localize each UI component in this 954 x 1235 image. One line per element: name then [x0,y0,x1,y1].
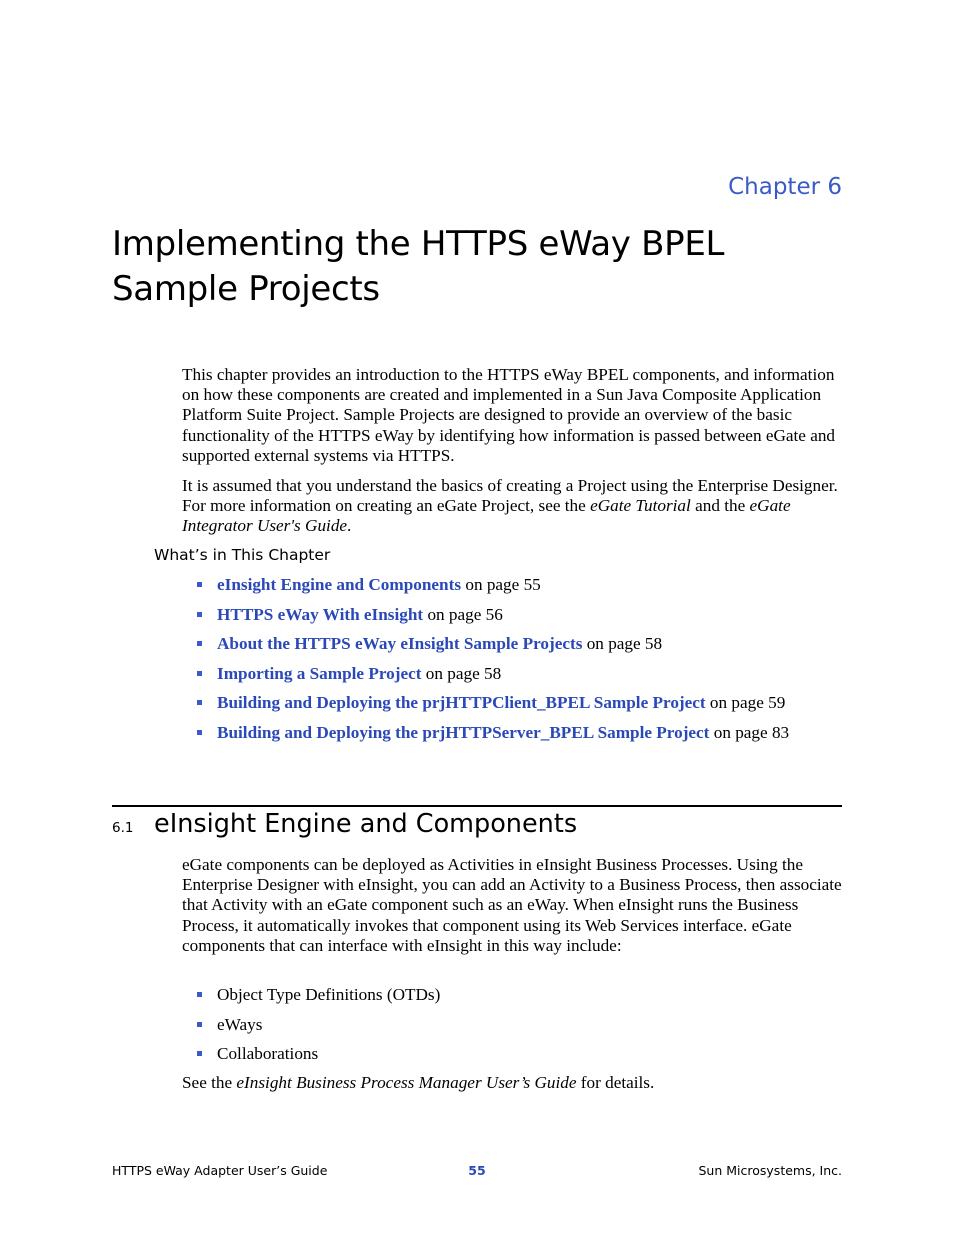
toc-item: Building and Deploying the prjHTTPServer_BPEL Sample Project on page 83 [196,723,789,743]
section-title: eInsight Engine and Components [154,809,578,839]
component-list [196,985,440,1074]
footer-company: Sun Microsystems, Inc. [698,1163,842,1178]
chapter-title: Implementing the HTTPS eWay BPEL Sample Projects [112,224,725,309]
toc-link[interactable]: Importing a Sample Project [217,663,422,683]
toc-list [196,575,789,753]
section-number: 6.1 [112,820,134,836]
square-bullet-icon [197,582,202,587]
see-also-paragraph: See the eInsight Business Process Manager User’s Guide for details. [182,1073,655,1092]
square-bullet-icon [197,641,202,646]
footer-page-number: 55 [468,1163,486,1178]
square-bullet-icon [197,1022,202,1027]
toc-item: About the HTTPS eWay eInsight Sample Projects on page 58 [196,634,789,654]
toc-link[interactable]: eInsight Engine and Components [217,575,462,594]
intro-paragraph: This chapter provides an introduction to the HTTPS eWay BPEL components, and information on how these components are created and implemented in a Sun Java Composite Application Platform Suite Project. Sample Projects are designed to provide an overview of the basic functionality of the HTTPS eWay by identifying how information is passed between eGate and supported external systems via HTTPS. [182,365,836,465]
egate-tutorial-ref: eGate Tutorial [590,496,691,516]
list-item: Collaborations [196,1044,440,1064]
list-item: Object Type Definitions (OTDs) [196,985,440,1005]
footer-document-title: HTTPS eWay Adapter User’s Guide [112,1163,328,1178]
toc-item: Building and Deploying the prjHTTPClient_BPEL Sample Project on page 59 [196,693,789,713]
toc-item: eInsight Engine and Components on page 55 [196,575,789,595]
square-bullet-icon [197,1051,202,1056]
section-paragraph: eGate components can be deployed as Activities in eInsight Business Processes. Using the Enterprise Designer with eInsight, you can add an Activity to a Business Process, then associate that Activity with an eGate component such as an eWay. When eInsight runs the Business Process, it automatically invokes that component using its Web Services interface. eGate components that can interface with eInsight in this way include: [182,855,842,955]
square-bullet-icon [197,730,202,735]
toc-link[interactable]: About the HTTPS eWay eInsight Sample Projects [217,634,583,654]
square-bullet-icon [197,671,202,676]
chapter-label: Chapter 6 [728,174,842,200]
egate-user-guide-ref: eGate Integrator User's Guide [182,496,791,536]
toc-link[interactable]: Building and Deploying the prjHTTPServer_BPEL Sample Project [217,722,710,742]
list-item: eWays [196,1015,440,1035]
square-bullet-icon [197,700,202,705]
toc-link[interactable]: Building and Deploying the prjHTTPClient_BPEL Sample Project [217,693,706,713]
toc-heading: What’s in This Chapter [154,546,331,564]
square-bullet-icon [197,992,202,997]
intro-paragraph-assumptions: It is assumed that you understand the basics of creating a Project using the Enterprise Designer. For more information on creating an eGate Project, see the eGate Tutorial and the eGate Integrator User's Guide. [182,476,838,536]
toc-item: Importing a Sample Project on page 58 [196,664,789,684]
square-bullet-icon [197,612,202,617]
toc-link[interactable]: HTTPS eWay With eInsight [217,604,424,624]
toc-item: HTTPS eWay With eInsight on page 56 [196,605,789,625]
einsight-guide-ref: eInsight Business Process Manager User’s Guide [236,1073,577,1092]
